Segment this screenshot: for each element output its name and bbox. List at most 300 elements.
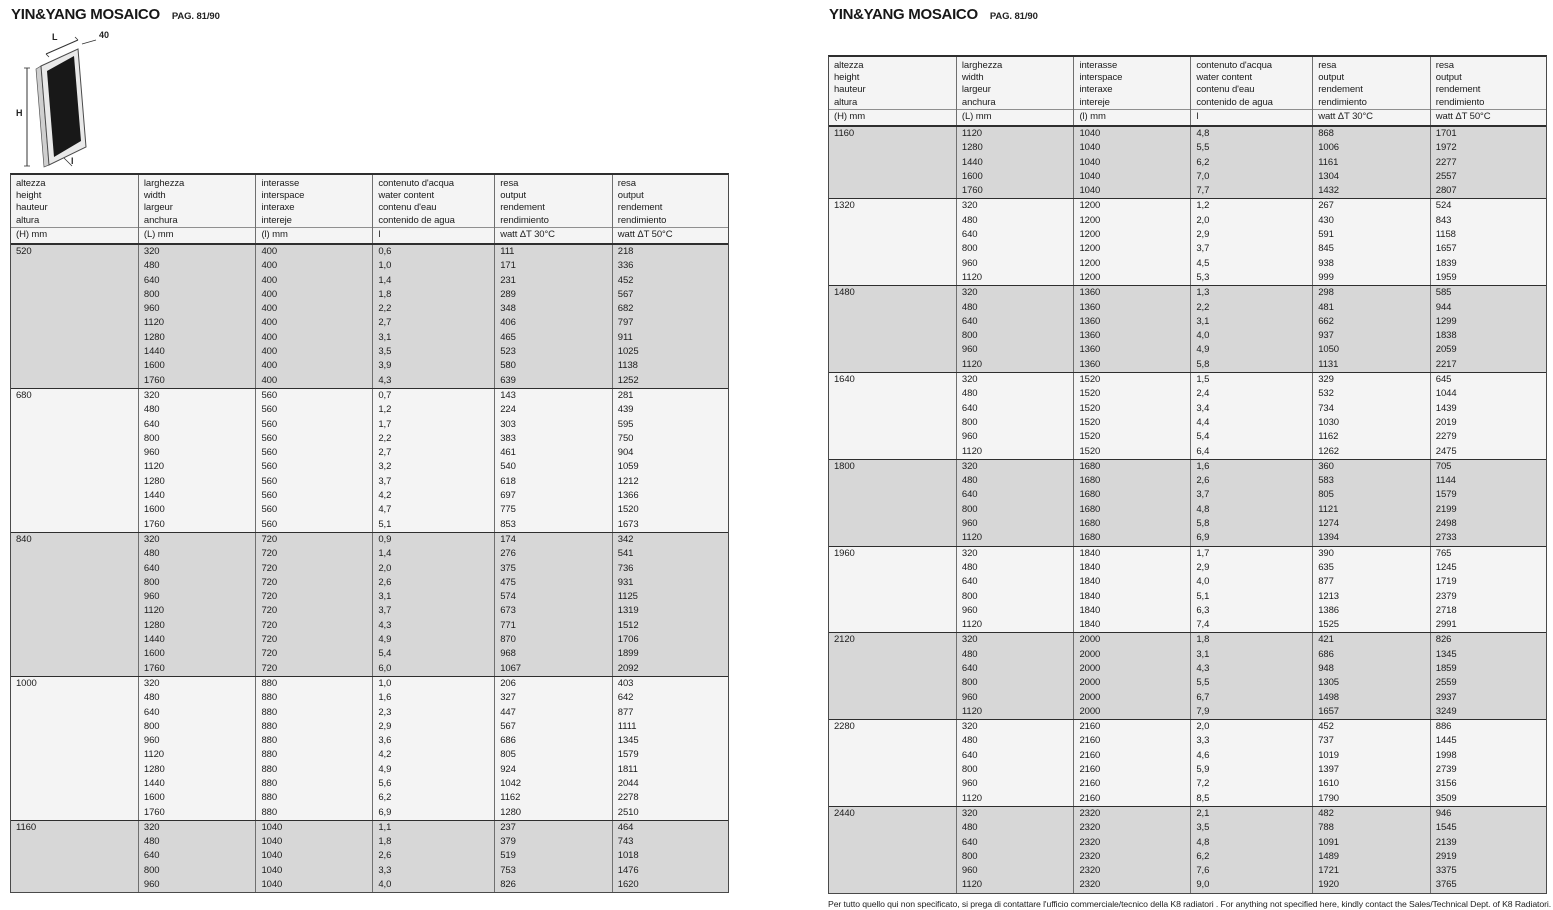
height-cell: 1320 xyxy=(834,200,855,212)
table-row xyxy=(11,331,728,345)
table-row xyxy=(11,734,728,748)
header-cell xyxy=(138,175,256,243)
height-cell xyxy=(11,576,138,590)
header-cell xyxy=(1312,57,1430,125)
value-cell: 400 xyxy=(255,274,372,288)
table-header-row xyxy=(11,175,728,245)
value-cell: 585 xyxy=(1430,286,1546,300)
value-cell: 1545 xyxy=(1430,821,1546,835)
value-cell: 482 xyxy=(1312,807,1430,821)
header-unit: (L) mm xyxy=(143,229,174,240)
value-cell: 1721 xyxy=(1312,864,1430,878)
value-cell: 464 xyxy=(612,821,728,835)
value-cell: 560 xyxy=(255,475,372,489)
header-name: output xyxy=(500,190,527,202)
value-cell: 797 xyxy=(612,316,728,330)
value-cell: 1,5 xyxy=(1190,373,1312,387)
height-cell xyxy=(11,791,138,805)
header-name: altura xyxy=(834,96,858,108)
table-row xyxy=(829,749,1546,763)
value-cell: 2,2 xyxy=(1190,301,1312,315)
value-cell: 1200 xyxy=(1073,214,1190,228)
value-cell: 560 xyxy=(255,403,372,417)
value-cell: 999 xyxy=(1312,271,1430,285)
value-cell: 2510 xyxy=(612,806,728,820)
value-cell: 2199 xyxy=(1430,503,1546,517)
value-cell: 1120 xyxy=(956,445,1074,459)
value-cell: 9,0 xyxy=(1190,878,1312,892)
value-cell: 1840 xyxy=(1073,618,1190,632)
height-cell xyxy=(829,184,956,198)
value-cell: 1120 xyxy=(956,618,1074,632)
value-cell: 2807 xyxy=(1430,184,1546,198)
value-cell: 1040 xyxy=(255,849,372,863)
value-cell: 1360 xyxy=(1073,301,1190,315)
table-header-row xyxy=(829,57,1546,127)
value-cell: 1040 xyxy=(1073,141,1190,155)
value-cell: 1657 xyxy=(1430,242,1546,256)
value-cell: 2000 xyxy=(1073,705,1190,719)
value-cell: 2092 xyxy=(612,662,728,676)
header-names xyxy=(256,175,372,228)
table-row xyxy=(11,475,728,489)
value-cell: 2,3 xyxy=(372,706,494,720)
header-names xyxy=(373,175,494,228)
value-cell: 480 xyxy=(956,648,1074,662)
value-cell: 1680 xyxy=(1073,531,1190,545)
value-cell: 640 xyxy=(956,575,1074,589)
value-cell: 686 xyxy=(494,734,612,748)
value-cell: 1760 xyxy=(956,184,1074,198)
value-cell: 734 xyxy=(1312,402,1430,416)
header-name: altura xyxy=(16,214,40,226)
table-row xyxy=(829,777,1546,791)
table-section xyxy=(829,127,1546,198)
value-cell: 639 xyxy=(494,374,612,388)
value-cell: 640 xyxy=(956,662,1074,676)
table-row xyxy=(829,763,1546,777)
header-name: rendimiento xyxy=(617,214,667,226)
value-cell: 6,2 xyxy=(1190,850,1312,864)
header-name: rendement xyxy=(1318,84,1363,96)
value-cell: 640 xyxy=(956,315,1074,329)
height-cell xyxy=(829,242,956,256)
value-cell: 303 xyxy=(494,418,612,432)
value-cell: 640 xyxy=(138,849,256,863)
value-cell: 1680 xyxy=(1073,517,1190,531)
value-cell: 1120 xyxy=(956,705,1074,719)
value-cell: 640 xyxy=(138,706,256,720)
value-cell: 1262 xyxy=(1312,445,1430,459)
value-cell: 880 xyxy=(255,720,372,734)
table-row xyxy=(829,633,1546,647)
value-cell: 1305 xyxy=(1312,676,1430,690)
value-cell: 2,9 xyxy=(1190,561,1312,575)
value-cell: 2,0 xyxy=(1190,720,1312,734)
value-cell: 5,4 xyxy=(1190,430,1312,444)
height-cell xyxy=(829,878,956,892)
value-cell: 800 xyxy=(956,242,1074,256)
value-cell: 1,6 xyxy=(372,691,494,705)
value-cell: 5,1 xyxy=(372,518,494,532)
header-cell xyxy=(612,175,728,243)
value-cell: 2,6 xyxy=(372,849,494,863)
value-cell: 1811 xyxy=(612,763,728,777)
value-cell: 541 xyxy=(612,547,728,561)
value-cell: 4,9 xyxy=(372,763,494,777)
value-cell: 4,4 xyxy=(1190,416,1312,430)
value-cell: 5,1 xyxy=(1190,590,1312,604)
value-cell: 1790 xyxy=(1312,792,1430,806)
table-row xyxy=(11,503,728,517)
value-cell: 1252 xyxy=(612,374,728,388)
header-cell xyxy=(1430,57,1546,125)
table-row xyxy=(11,821,728,835)
value-cell: 560 xyxy=(255,389,372,403)
value-cell: 880 xyxy=(255,691,372,705)
header-name: water content xyxy=(1196,72,1253,84)
height-cell xyxy=(829,590,956,604)
value-cell: 944 xyxy=(1430,301,1546,315)
value-cell: 1280 xyxy=(138,475,256,489)
header-name: water content xyxy=(378,190,435,202)
header-name: contenuto d'acqua xyxy=(378,178,454,189)
diagram-label-height: H xyxy=(16,108,23,118)
value-cell: 5,9 xyxy=(1190,763,1312,777)
value-cell: 1120 xyxy=(138,604,256,618)
value-cell: 6,7 xyxy=(1190,691,1312,705)
height-cell: 2120 xyxy=(834,634,855,646)
value-cell: 400 xyxy=(255,331,372,345)
value-cell: 960 xyxy=(956,604,1074,618)
table-row xyxy=(829,373,1546,387)
value-cell: 342 xyxy=(612,533,728,547)
value-cell: 788 xyxy=(1312,821,1430,835)
table-row xyxy=(11,763,728,777)
table-row xyxy=(829,460,1546,474)
value-cell: 1520 xyxy=(612,503,728,517)
value-cell: 0,7 xyxy=(372,389,494,403)
value-cell: 383 xyxy=(494,432,612,446)
value-cell: 750 xyxy=(612,432,728,446)
value-cell: 171 xyxy=(494,259,612,273)
height-cell xyxy=(11,403,138,417)
value-cell: 1299 xyxy=(1430,315,1546,329)
value-cell: 1600 xyxy=(956,170,1074,184)
value-cell: 1840 xyxy=(1073,575,1190,589)
height-cell xyxy=(829,749,956,763)
table-row xyxy=(11,777,728,791)
header-names xyxy=(613,175,728,228)
value-cell: 2,9 xyxy=(1190,228,1312,242)
table-row xyxy=(11,878,728,892)
value-cell: 2320 xyxy=(1073,850,1190,864)
height-cell xyxy=(11,835,138,849)
value-cell: 480 xyxy=(956,734,1074,748)
table-row xyxy=(829,734,1546,748)
table-row xyxy=(829,242,1546,256)
value-cell: 960 xyxy=(956,691,1074,705)
value-cell: 800 xyxy=(956,763,1074,777)
value-cell: 2160 xyxy=(1073,777,1190,791)
height-cell xyxy=(829,777,956,791)
header-name: output xyxy=(1318,72,1345,84)
value-cell: 2,0 xyxy=(372,562,494,576)
table-row xyxy=(11,345,728,359)
value-cell: 682 xyxy=(612,302,728,316)
value-cell: 1040 xyxy=(255,835,372,849)
page-reference: PAG. 81/90 xyxy=(171,11,220,22)
value-cell: 720 xyxy=(255,619,372,633)
table-row xyxy=(829,561,1546,575)
value-cell: 475 xyxy=(494,576,612,590)
height-cell xyxy=(829,416,956,430)
value-cell: 2000 xyxy=(1073,633,1190,647)
height-cell: 1000 xyxy=(16,677,37,689)
value-cell: 1360 xyxy=(1073,358,1190,372)
value-cell: 2277 xyxy=(1430,156,1546,170)
value-cell: 1489 xyxy=(1312,850,1430,864)
value-cell: 826 xyxy=(494,878,612,892)
value-cell: 1345 xyxy=(1430,648,1546,662)
value-cell: 1144 xyxy=(1430,474,1546,488)
value-cell: 560 xyxy=(255,489,372,503)
value-cell: 4,8 xyxy=(1190,503,1312,517)
value-cell: 1213 xyxy=(1312,590,1430,604)
value-cell: 880 xyxy=(255,677,372,691)
value-cell: 3,5 xyxy=(1190,821,1312,835)
table-row xyxy=(829,878,1546,892)
value-cell: 911 xyxy=(612,331,728,345)
header-name: resa xyxy=(1318,60,1337,71)
value-cell: 1120 xyxy=(956,127,1074,141)
height-cell: 840 xyxy=(16,533,32,545)
value-cell: 2739 xyxy=(1430,763,1546,777)
value-cell: 640 xyxy=(956,836,1074,850)
value-cell: 2,4 xyxy=(1190,387,1312,401)
header-unit: (l) mm xyxy=(261,229,288,240)
value-cell: 2217 xyxy=(1430,358,1546,372)
value-cell: 2160 xyxy=(1073,734,1190,748)
height-cell xyxy=(829,358,956,372)
value-cell: 720 xyxy=(255,576,372,590)
height-cell xyxy=(829,503,956,517)
value-cell: 720 xyxy=(255,633,372,647)
value-cell: 452 xyxy=(1312,720,1430,734)
table-section xyxy=(11,245,728,388)
value-cell: 800 xyxy=(956,590,1074,604)
value-cell: 640 xyxy=(138,418,256,432)
header-cell xyxy=(11,175,138,243)
value-cell: 1162 xyxy=(494,791,612,805)
header-name: width xyxy=(961,72,984,84)
value-cell: 1040 xyxy=(1073,127,1190,141)
table-row xyxy=(11,662,728,676)
value-cell: 946 xyxy=(1430,807,1546,821)
height-cell xyxy=(829,474,956,488)
table-row xyxy=(11,633,728,647)
value-cell: 1006 xyxy=(1312,141,1430,155)
table-section xyxy=(829,198,1546,285)
value-cell: 1520 xyxy=(1073,373,1190,387)
height-cell xyxy=(11,274,138,288)
value-cell: 1680 xyxy=(1073,488,1190,502)
value-cell: 4,8 xyxy=(1190,836,1312,850)
value-cell: 480 xyxy=(138,547,256,561)
value-cell: 775 xyxy=(494,503,612,517)
value-cell: 1040 xyxy=(255,878,372,892)
value-cell: 583 xyxy=(1312,474,1430,488)
value-cell: 375 xyxy=(494,562,612,576)
table-row xyxy=(829,271,1546,285)
value-cell: 329 xyxy=(1312,373,1430,387)
height-cell xyxy=(829,488,956,502)
value-cell: 1,7 xyxy=(1190,547,1312,561)
table-row xyxy=(829,430,1546,444)
table-row xyxy=(829,387,1546,401)
value-cell: 2475 xyxy=(1430,445,1546,459)
value-cell: 111 xyxy=(494,245,612,259)
table-row xyxy=(11,288,728,302)
table-row xyxy=(11,677,728,691)
value-cell: 886 xyxy=(1430,720,1546,734)
value-cell: 480 xyxy=(138,403,256,417)
header-name: interaxe xyxy=(1079,84,1113,96)
value-cell: 406 xyxy=(494,316,612,330)
value-cell: 3,3 xyxy=(1190,734,1312,748)
page-reference: PAG. 81/90 xyxy=(989,11,1038,22)
value-cell: 560 xyxy=(255,460,372,474)
value-cell: 320 xyxy=(138,677,256,691)
header-cell xyxy=(1190,57,1312,125)
page-header xyxy=(10,6,729,24)
value-cell: 4,2 xyxy=(372,748,494,762)
height-cell xyxy=(829,850,956,864)
height-cell xyxy=(11,633,138,647)
value-cell: 452 xyxy=(612,274,728,288)
value-cell: 3,7 xyxy=(1190,242,1312,256)
value-cell: 4,6 xyxy=(1190,749,1312,763)
value-cell: 2991 xyxy=(1430,618,1546,632)
height-cell: 1160 xyxy=(834,128,855,139)
header-name: contenu d'eau xyxy=(378,202,437,214)
value-cell: 743 xyxy=(612,835,728,849)
table-row xyxy=(11,835,728,849)
table-row xyxy=(11,590,728,604)
value-cell: 2139 xyxy=(1430,836,1546,850)
value-cell: 6,3 xyxy=(1190,604,1312,618)
height-cell xyxy=(829,271,956,285)
header-unit: watt ΔT 30°C xyxy=(1318,111,1373,122)
header-name: rendement xyxy=(617,202,663,214)
value-cell: 1,3 xyxy=(1190,286,1312,300)
value-cell: 1050 xyxy=(1312,343,1430,357)
value-cell: 595 xyxy=(612,418,728,432)
table-row xyxy=(829,199,1546,213)
height-cell xyxy=(829,228,956,242)
table-row xyxy=(829,301,1546,315)
height-cell: 1160 xyxy=(16,821,37,833)
value-cell: 800 xyxy=(956,416,1074,430)
table-row xyxy=(829,676,1546,690)
value-cell: 2,6 xyxy=(372,576,494,590)
height-cell xyxy=(11,359,138,373)
value-cell: 1360 xyxy=(1073,286,1190,300)
value-cell: 320 xyxy=(138,245,256,259)
value-cell: 3156 xyxy=(1430,777,1546,791)
value-cell: 1512 xyxy=(612,619,728,633)
height-cell xyxy=(11,619,138,633)
value-cell: 1840 xyxy=(1073,590,1190,604)
value-cell: 439 xyxy=(612,403,728,417)
table-row xyxy=(11,706,728,720)
value-cell: 1120 xyxy=(956,878,1074,892)
value-cell: 0,6 xyxy=(372,245,494,259)
table-section xyxy=(829,285,1546,372)
header-cell xyxy=(1073,57,1190,125)
value-cell: 2000 xyxy=(1073,691,1190,705)
value-cell: 421 xyxy=(1312,633,1430,647)
value-cell: 1161 xyxy=(1312,156,1430,170)
value-cell: 805 xyxy=(494,748,612,762)
table-row xyxy=(11,647,728,661)
header-names xyxy=(1191,57,1312,110)
value-cell: 1,1 xyxy=(372,821,494,835)
height-cell xyxy=(829,170,956,184)
height-cell xyxy=(829,821,956,835)
value-cell: 2733 xyxy=(1430,531,1546,545)
value-cell: 4,0 xyxy=(372,878,494,892)
height-cell xyxy=(11,302,138,316)
value-cell: 800 xyxy=(138,720,256,734)
value-cell: 1972 xyxy=(1430,141,1546,155)
value-cell: 1345 xyxy=(612,734,728,748)
value-cell: 826 xyxy=(1430,633,1546,647)
value-cell: 560 xyxy=(255,446,372,460)
header-name: height xyxy=(834,72,860,84)
height-cell: 1640 xyxy=(834,374,855,386)
value-cell: 1319 xyxy=(612,604,728,618)
header-unit: (H) mm xyxy=(834,111,866,122)
height-cell xyxy=(11,763,138,777)
value-cell: 1200 xyxy=(1073,271,1190,285)
value-cell: 1520 xyxy=(1073,402,1190,416)
value-cell: 618 xyxy=(494,475,612,489)
footer-note: Per tutto quello qui non specificato, si prega di contattare l'ufficio commerciale/tecnico della K8 radiatori . For anything not specified here, kindly contact the Sales/Technical Dept. of K8 Radiatori. xyxy=(828,898,1552,909)
value-cell: 2278 xyxy=(612,791,728,805)
header-name: resa xyxy=(1435,60,1454,71)
height-cell xyxy=(829,531,956,545)
table-row xyxy=(11,864,728,878)
value-cell: 1520 xyxy=(1073,416,1190,430)
value-cell: 4,3 xyxy=(372,374,494,388)
value-cell: 465 xyxy=(494,331,612,345)
table-row xyxy=(829,720,1546,734)
value-cell: 2000 xyxy=(1073,676,1190,690)
value-cell: 1200 xyxy=(1073,199,1190,213)
value-cell: 3,1 xyxy=(372,590,494,604)
value-cell: 2,6 xyxy=(1190,474,1312,488)
height-cell xyxy=(11,706,138,720)
value-cell: 591 xyxy=(1312,228,1430,242)
table-row xyxy=(829,315,1546,329)
value-cell: 1,8 xyxy=(1190,633,1312,647)
value-cell: 5,5 xyxy=(1190,141,1312,155)
value-cell: 1280 xyxy=(956,141,1074,155)
value-cell: 1200 xyxy=(1073,242,1190,256)
value-cell: 1579 xyxy=(1430,488,1546,502)
value-cell: 532 xyxy=(1312,387,1430,401)
